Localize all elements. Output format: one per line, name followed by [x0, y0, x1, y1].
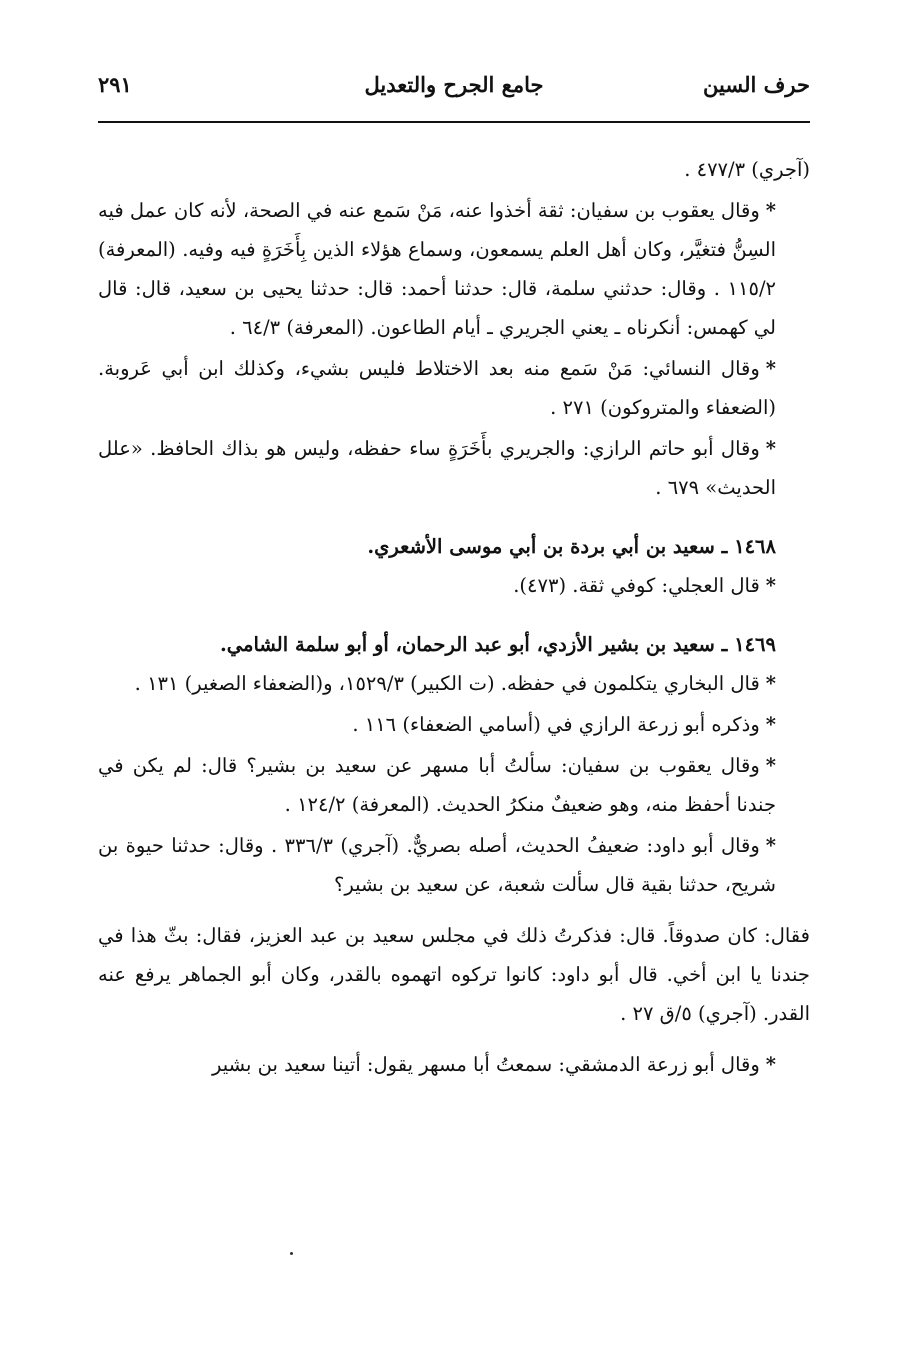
paragraph-text: وذكره أبو زرعة الرازي في (أسامي الضعفاء) ١١٦ . [352, 713, 760, 736]
ink-speck [290, 1252, 293, 1255]
paragraph [98, 705, 810, 744]
paragraph-text: قال البخاري يتكلمون في حفظه. (ت الكبير) ١٥٢٩/٣، و(الضعفاء الصغير) ١٣١ . [134, 672, 760, 695]
paragraph-text: وقال أبو حاتم الرازي: والجريري بأَخَرَةٍ ساء حفظه، وليس هو بذاك الحافظ. «علل الحديث» ٦٧٩ . [98, 437, 776, 499]
bullet-marker: * [765, 754, 776, 777]
bullet-marker: * [765, 672, 776, 695]
page-header [98, 62, 810, 114]
paragraph [98, 150, 810, 189]
paragraph [98, 664, 810, 703]
paragraph-text: وقال أبو داود: ضعيفُ الحديث، أصله بصريٌّ. (آجري) ٣٣٦/٣ . وقال: حدثنا حيوة بن شريح، حدثنا بقية قال سألت شعبة، عن سعيد بن بشير؟ [98, 834, 776, 896]
section-title: حرف السين [703, 72, 810, 97]
bullet-marker: * [765, 437, 776, 460]
paragraph-text: (آجري) ٤٧٧/٣ . [684, 158, 810, 181]
entry-heading-text: ١٤٦٩ ـ سعيد بن بشير الأزدي، أبو عبد الرحمان، أو أبو سلمة الشامي. [219, 633, 776, 656]
book-title: جامع الجرح والتعديل [364, 72, 544, 97]
entry-heading-text: ١٤٦٨ ـ سعيد بن أبي بردة بن أبي موسى الأشعري. [367, 535, 776, 558]
paragraph [98, 349, 810, 427]
paragraph [98, 746, 810, 824]
paragraph [98, 826, 810, 904]
paragraph [98, 566, 810, 605]
entry-heading [98, 527, 810, 566]
bullet-marker: * [765, 574, 776, 597]
paragraph [98, 429, 810, 507]
paragraph [98, 916, 810, 1033]
bullet-marker: * [765, 713, 776, 736]
paragraph-text: فقال: كان صدوقاً. قال: فذكرتُ ذلك في مجلس سعيد بن عبد العزيز، فقال: بثّ هذا في جندنا يا ابن أخي. قال أبو داود: كانوا تركوه اتهموه بالقدر، وكان أبو الجماهر يرفع عنه القدر. (آجري) ٥/ق ٢٧ . [98, 924, 810, 1025]
header-rule [98, 121, 810, 123]
paragraph-text: وقال يعقوب بن سفيان: سألتُ أبا مسهر عن سعيد بن بشير؟ قال: لم يكن في جندنا أحفظ منه، وهو ضعيفٌ منكرُ الحديث. (المعرفة) ١٢٤/٢ . [98, 754, 776, 816]
page-number: ٢٩١ [98, 72, 132, 97]
bullet-marker: * [765, 1053, 776, 1076]
page-body [98, 150, 810, 1084]
bullet-marker: * [765, 357, 776, 380]
paragraph-text: وقال أبو زرعة الدمشقي: سمعتُ أبا مسهر يقول: أتينا سعيد بن بشير [211, 1053, 760, 1076]
bullet-marker: * [765, 199, 776, 222]
entry-heading [98, 625, 810, 664]
paragraph-text: وقال النسائي: مَنْ سَمع منه بعد الاختلاط فليس بشيء، وكذلك ابن أبي عَروبة. (الضعفاء والمتروكون) ٢٧١ . [98, 357, 776, 419]
paragraph [98, 1045, 810, 1084]
bullet-marker: * [765, 834, 776, 857]
paragraph-text: قال العجلي: كوفي ثقة. (٤٧٣). [513, 574, 760, 597]
paragraph-text: وقال يعقوب بن سفيان: ثقة أخذوا عنه، مَنْ سَمع عنه في الصحة، لأنه كان عمل فيه السِنُّ فتغيَّر، وكان أهل العلم يسمعون، وسماع هؤلاء الذين بِأَخَرَةٍ فيه وفيه. (المعرفة) ١١٥/٢ . وقال: حدثني سلمة، قال: حدثنا أحمد: قال: حدثنا يحيى بن سعيد، قال: قال لي كهمس: أنكرناه ـ يعني الجريري ـ أيام الطاعون. (المعرفة) ٦٤/٣ . [98, 199, 776, 339]
paragraph [98, 191, 810, 347]
